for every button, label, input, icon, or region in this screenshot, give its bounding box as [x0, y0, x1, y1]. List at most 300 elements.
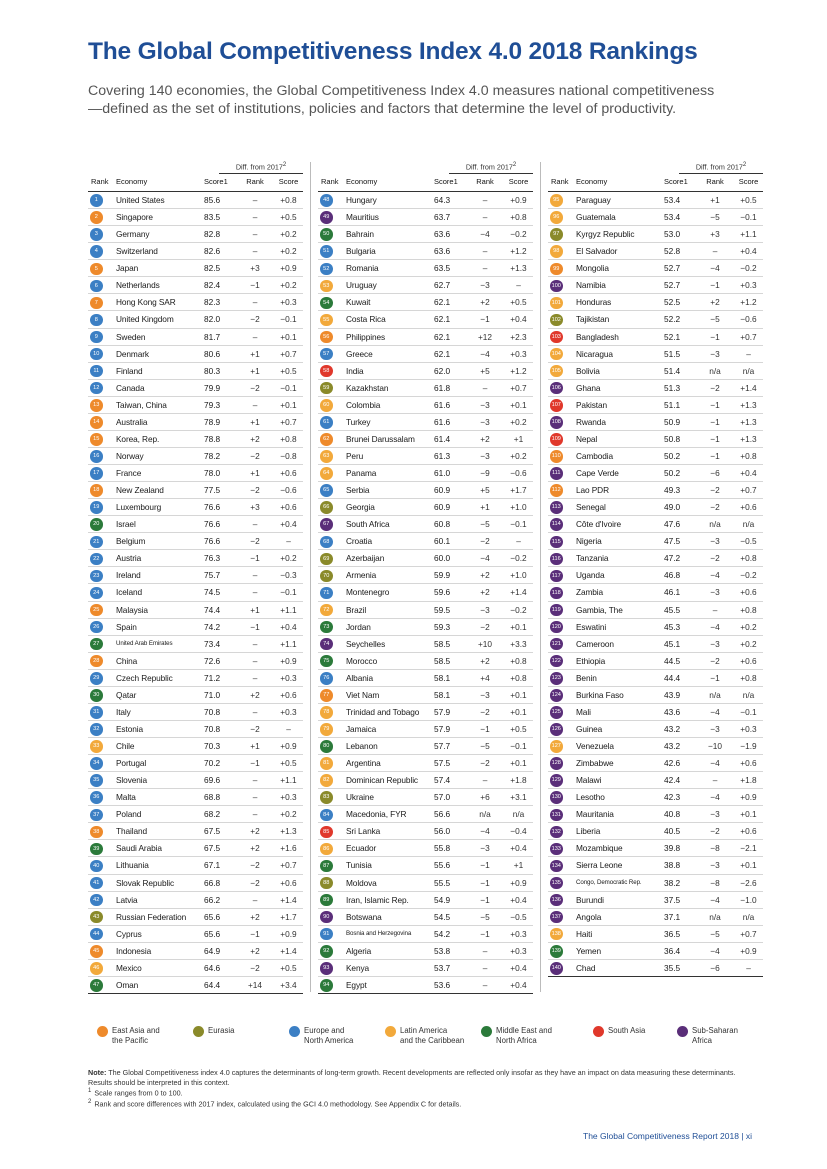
rank-change: −1: [710, 433, 720, 444]
score-change: +0.3: [510, 945, 527, 956]
rank-change: −1: [710, 280, 720, 291]
rank-change: −3: [710, 536, 720, 547]
rank-badge: 48: [320, 194, 333, 207]
table-row: [318, 277, 533, 294]
rank-badge: 106: [550, 382, 563, 395]
rank-badge: 81: [320, 757, 333, 770]
economy-name: Switzerland: [116, 246, 158, 257]
score-value: 50.9: [664, 416, 681, 427]
economy-name: Nigeria: [576, 536, 602, 547]
score-change: +1: [513, 860, 524, 871]
header-economy: Economy: [576, 177, 608, 186]
score-value: 82.5: [204, 263, 221, 274]
score-change: +0.2: [280, 246, 297, 257]
rank-change: –: [252, 792, 258, 803]
score-change: −0.6: [740, 314, 757, 325]
score-value: 53.8: [434, 945, 451, 956]
table-row: [548, 431, 763, 448]
score-change: +1.1: [280, 775, 297, 786]
score-change: −0.1: [280, 382, 297, 393]
rank-change: –: [712, 246, 718, 257]
score-change: +0.4: [280, 621, 297, 632]
rank-change: –: [252, 519, 258, 530]
rank-badge: 58: [320, 365, 333, 378]
table-row: [88, 857, 303, 874]
economy-name: Azerbaijan: [346, 553, 385, 564]
rank-badge: 114: [550, 518, 563, 531]
economy-name: Latvia: [116, 894, 138, 905]
rank-change: –: [482, 775, 488, 786]
score-change: +0.1: [510, 399, 527, 410]
rank-change: −1: [480, 860, 490, 871]
score-change: –: [746, 962, 751, 973]
header-economy: Economy: [346, 177, 378, 186]
table-header: [548, 177, 763, 189]
score-value: 63.6: [434, 246, 451, 257]
score-change: +0.9: [740, 792, 757, 803]
economy-name: Bangladesh: [576, 331, 619, 342]
score-change: +0.8: [280, 433, 297, 444]
rank-change: −1: [710, 399, 720, 410]
rank-badge: 50: [320, 228, 333, 241]
score-change: +0.8: [510, 655, 527, 666]
score-value: 70.8: [204, 723, 221, 734]
economy-name: Belgium: [116, 536, 146, 547]
economy-name: Macedonia, FYR: [346, 809, 407, 820]
economy-name: Hong Kong SAR: [116, 297, 176, 308]
rank-badge: 69: [320, 553, 333, 566]
table-row: [318, 533, 533, 550]
score-change: +0.7: [280, 348, 297, 359]
score-value: 71.2: [204, 672, 221, 683]
score-change: n/a: [742, 365, 755, 376]
score-change: +1.4: [280, 945, 297, 956]
note-main: [88, 1068, 738, 1087]
score-value: 76.3: [204, 553, 221, 564]
score-change: +1.8: [740, 775, 757, 786]
rank-badge: 28: [90, 655, 103, 668]
note-label: Note:: [88, 1068, 107, 1077]
rank-change: +1: [250, 416, 260, 427]
score-value: 42.6: [664, 758, 681, 769]
score-value: 53.6: [434, 979, 451, 990]
economy-name: Côte d'Ivoire: [576, 519, 622, 530]
economy-name: Cambodia: [576, 450, 614, 461]
rank-change: −4: [710, 706, 720, 717]
score-value: 61.0: [434, 468, 451, 478]
score-value: 83.5: [204, 212, 221, 223]
table-row: [548, 414, 763, 431]
header-rank: Rank: [91, 177, 109, 186]
table-row: [548, 857, 763, 874]
rank-change: −3: [480, 604, 490, 615]
rank-change: –: [252, 229, 258, 240]
diff-header-sup: 2: [512, 162, 517, 168]
rank-badge: 54: [320, 297, 333, 310]
rank-badge: 110: [550, 450, 563, 463]
score-value: 54.5: [434, 911, 451, 922]
rank-change: −4: [480, 553, 490, 564]
legend-color-dot: [97, 1026, 108, 1037]
table-row: [548, 294, 763, 311]
economy-name: Estonia: [116, 723, 143, 734]
table-row: [88, 567, 303, 584]
table-row: [318, 619, 533, 636]
table-row: [318, 806, 533, 823]
table-row: [548, 653, 763, 670]
rank-badge: 24: [90, 587, 103, 600]
table-row: [318, 755, 533, 772]
rank-change: –: [712, 604, 718, 615]
rank-change: −1: [710, 416, 720, 427]
score-value: 78.0: [204, 468, 221, 478]
table-row: [88, 653, 303, 670]
rank-badge: 9: [90, 331, 103, 344]
table-row: [318, 772, 533, 789]
economy-name: Iran, Islamic Rep.: [346, 894, 409, 905]
score-value: 44.4: [664, 672, 681, 683]
table-row: [88, 840, 303, 857]
economy-name: Turkey: [346, 416, 371, 427]
rank-badge: 88: [320, 877, 333, 890]
score-change: +3.3: [510, 638, 527, 649]
score-change: +1.8: [510, 775, 527, 786]
economy-name: Paraguay: [576, 195, 611, 205]
rank-change: −2: [710, 485, 720, 496]
table-row: [88, 704, 303, 721]
score-value: 52.8: [664, 246, 681, 257]
score-change: −0.3: [280, 570, 297, 581]
economy-name: Mongolia: [576, 263, 609, 274]
diff-header: [449, 162, 533, 174]
economy-name: India: [346, 365, 364, 376]
score-value: 45.1: [664, 638, 681, 649]
rank-badge: 76: [320, 672, 333, 685]
score-change: +0.5: [280, 365, 297, 376]
table-row: [318, 567, 533, 584]
rank-change: +2: [480, 570, 490, 581]
score-value: 53.4: [664, 212, 681, 223]
score-change: +0.7: [510, 382, 527, 393]
score-change: −0.6: [280, 485, 297, 496]
score-value: 61.6: [434, 399, 451, 410]
economy-name: Lebanon: [346, 741, 378, 751]
economy-name: Kenya: [346, 962, 370, 973]
score-value: 61.6: [434, 416, 451, 427]
rank-badge: 96: [550, 211, 563, 224]
score-value: 63.7: [434, 212, 451, 223]
score-value: 68.2: [204, 809, 221, 820]
score-value: 42.4: [664, 775, 681, 786]
rank-badge: 122: [550, 655, 563, 668]
rank-change: −2: [480, 706, 490, 717]
score-change: –: [286, 723, 291, 734]
rank-badge: 71: [320, 587, 333, 600]
score-change: +0.7: [280, 860, 297, 871]
rank-change: n/a: [709, 519, 721, 530]
score-change: +0.3: [280, 706, 297, 717]
table-row: [548, 533, 763, 550]
score-value: 64.6: [204, 962, 221, 973]
rank-badge: 77: [320, 689, 333, 702]
rank-change: +5: [480, 485, 490, 496]
table-row: [318, 823, 533, 840]
score-change: +0.5: [280, 212, 297, 223]
economy-name: Tunisia: [346, 860, 372, 871]
table-row: [88, 346, 303, 363]
rank-badge: 57: [320, 348, 333, 361]
rank-badge: 43: [90, 911, 103, 924]
table-row: [318, 721, 533, 738]
economy-name: Peru: [346, 450, 364, 461]
score-value: 74.5: [204, 587, 221, 598]
rank-change: −2: [710, 655, 720, 666]
score-change: +1.3: [740, 433, 757, 444]
economy-name: Zimbabwe: [576, 758, 614, 769]
economy-name: Bolivia: [576, 365, 600, 376]
rank-change: +2: [250, 689, 260, 700]
table-row: [318, 550, 533, 567]
score-change: +0.9: [280, 655, 297, 666]
table-row: [88, 311, 303, 328]
rank-badge: 87: [320, 860, 333, 873]
rank-badge: 65: [320, 484, 333, 497]
table-row: [548, 567, 763, 584]
diff-header-label: Diff. from 2017: [695, 162, 743, 172]
rank-change: –: [482, 945, 488, 956]
score-value: 52.7: [664, 280, 681, 291]
rank-badge: 35: [90, 774, 103, 787]
table-row: [548, 721, 763, 738]
score-change: +0.9: [280, 263, 297, 274]
score-change: +0.6: [280, 877, 297, 888]
rank-badge: 79: [320, 723, 333, 736]
table-row: [88, 431, 303, 448]
rank-change: −1: [480, 928, 490, 939]
rank-change: −2: [710, 826, 720, 837]
rank-change: +2: [480, 433, 490, 444]
economy-name: Colombia: [346, 399, 381, 410]
economy-name: Liberia: [576, 826, 601, 837]
rank-badge: 85: [320, 826, 333, 839]
score-change: +0.9: [280, 741, 297, 751]
economy-name: Sierra Leone: [576, 860, 623, 871]
economy-name: Croatia: [346, 536, 373, 547]
rank-badge: 19: [90, 501, 103, 514]
economy-name: Italy: [116, 706, 131, 717]
score-value: 74.2: [204, 621, 221, 632]
rank-badge: 33: [90, 740, 103, 753]
economy-name: Nicaragua: [576, 348, 613, 359]
score-value: 52.1: [664, 331, 681, 342]
rank-badge: 37: [90, 809, 103, 822]
rank-change: −1: [250, 280, 260, 291]
economy-name: Ukraine: [346, 792, 374, 803]
rank-change: −5: [480, 911, 490, 922]
score-change: +0.3: [280, 297, 297, 308]
table-header: [318, 177, 533, 189]
table-row: [548, 482, 763, 499]
score-change: –: [516, 536, 521, 547]
economy-name: Austria: [116, 553, 142, 564]
table-row: [88, 977, 303, 994]
legend-color-dot: [481, 1026, 492, 1037]
table-row: [318, 397, 533, 414]
rank-badge: 97: [550, 228, 563, 241]
table-row: [318, 960, 533, 977]
score-change: −0.5: [510, 911, 527, 922]
score-change: +0.4: [740, 246, 757, 257]
table-row: [548, 755, 763, 772]
rank-badge: 91: [320, 928, 333, 941]
economy-name: Finland: [116, 365, 143, 376]
score-change: +0.5: [740, 195, 757, 205]
score-value: 71.0: [204, 689, 221, 700]
score-change: +0.3: [280, 672, 297, 683]
table-row: [548, 311, 763, 328]
rank-badge: 75: [320, 655, 333, 668]
rank-badge: 104: [550, 348, 563, 361]
score-change: +1.2: [740, 297, 757, 308]
rank-badge: 121: [550, 638, 563, 651]
rank-change: +1: [250, 365, 260, 376]
table-row: [88, 892, 303, 909]
score-value: 72.6: [204, 655, 221, 666]
score-value: 50.2: [664, 450, 681, 461]
rank-change: −4: [710, 570, 720, 581]
table-row: [548, 448, 763, 465]
table-row: [318, 670, 533, 687]
table-rows: [318, 192, 533, 994]
table-row: [318, 840, 533, 857]
rank-change: +2: [250, 911, 260, 922]
score-value: 46.8: [664, 570, 681, 581]
score-change: –: [516, 280, 521, 291]
economy-name: Mauritania: [576, 809, 614, 820]
economy-name: Norway: [116, 450, 144, 461]
score-change: +0.2: [740, 638, 757, 649]
legend-color-dot: [289, 1026, 300, 1037]
rank-badge: 59: [320, 382, 333, 395]
score-change: +0.1: [740, 809, 757, 820]
economy-name: Kuwait: [346, 297, 371, 308]
rank-change: −3: [710, 860, 720, 871]
table-row: [318, 465, 533, 482]
score-change: +0.6: [280, 502, 297, 513]
table-row: [318, 687, 533, 704]
rank-badge: 74: [320, 638, 333, 651]
score-change: n/a: [512, 809, 525, 820]
table-row: [548, 499, 763, 516]
table-row: [88, 550, 303, 567]
table-row: [548, 346, 763, 363]
score-change: +0.4: [510, 962, 527, 973]
table-row: [88, 687, 303, 704]
rank-badge: 6: [90, 280, 103, 293]
legend-label: Europe and North America: [304, 1026, 354, 1045]
economy-name: Oman: [116, 979, 139, 990]
rank-change: –: [482, 212, 488, 223]
rank-badge: 138: [550, 928, 563, 941]
economy-name: Dominican Republic: [346, 775, 418, 786]
score-value: 53.0: [664, 229, 681, 240]
score-value: 64.4: [204, 979, 221, 990]
economy-name: Argentina: [346, 758, 381, 769]
economy-name: Moldova: [346, 877, 377, 888]
score-value: 67.5: [204, 843, 221, 854]
score-change: +0.8: [280, 195, 297, 205]
rank-change: –: [252, 399, 258, 410]
table-row: [548, 926, 763, 943]
economy-name: Luxembourg: [116, 502, 162, 513]
table-row: [88, 294, 303, 311]
rank-change: –: [482, 246, 488, 257]
table-row: [88, 602, 303, 619]
economy-name: Eswatini: [576, 621, 607, 632]
economy-name: Chile: [116, 741, 135, 751]
economy-name: Ethiopia: [576, 655, 606, 666]
score-value: 43.2: [664, 723, 681, 734]
rank-badge: 62: [320, 433, 333, 446]
score-change: +1.3: [740, 416, 757, 427]
rank-change: –: [252, 212, 258, 223]
rank-change: −4: [480, 826, 490, 837]
rank-change: –: [252, 894, 258, 905]
score-value: 58.1: [434, 689, 451, 700]
score-change: +0.4: [280, 519, 297, 530]
score-change: +0.9: [510, 877, 527, 888]
rank-badge: 94: [320, 979, 333, 992]
score-change: +0.8: [510, 672, 527, 683]
score-value: 69.6: [204, 775, 221, 786]
rank-change: +14: [247, 979, 263, 990]
rank-change: −10: [707, 741, 723, 751]
score-change: +0.1: [510, 706, 527, 717]
score-change: −0.1: [510, 519, 527, 530]
score-change: −0.2: [740, 263, 757, 274]
score-value: 47.6: [664, 519, 681, 530]
rank-badge: 136: [550, 894, 563, 907]
score-change: +1.1: [280, 638, 297, 649]
rank-change: −4: [710, 894, 720, 905]
score-value: 47.5: [664, 536, 681, 547]
score-change: −1.9: [740, 741, 757, 751]
economy-name: Namibia: [576, 280, 606, 291]
table-row: [88, 482, 303, 499]
rank-change: +1: [480, 502, 490, 513]
score-value: 67.5: [204, 826, 221, 837]
table-row: [318, 499, 533, 516]
diff-header: [219, 162, 303, 174]
economy-name: Morocco: [346, 655, 378, 666]
economy-name: Egypt: [346, 979, 367, 990]
rank-badge: 56: [320, 331, 333, 344]
score-value: 81.7: [204, 331, 221, 342]
score-value: 45.3: [664, 621, 681, 632]
rank-badge: 46: [90, 962, 103, 975]
table-row: [548, 277, 763, 294]
table-row: [88, 363, 303, 380]
economy-name: Germany: [116, 229, 150, 240]
rank-badge: 64: [320, 467, 333, 480]
score-change: +0.7: [280, 416, 297, 427]
score-value: 40.8: [664, 809, 681, 820]
rank-change: −2: [710, 502, 720, 513]
score-change: +1.1: [740, 229, 757, 240]
rank-change: –: [482, 263, 488, 274]
rank-badge: 3: [90, 228, 103, 241]
score-change: +1.4: [510, 587, 527, 598]
